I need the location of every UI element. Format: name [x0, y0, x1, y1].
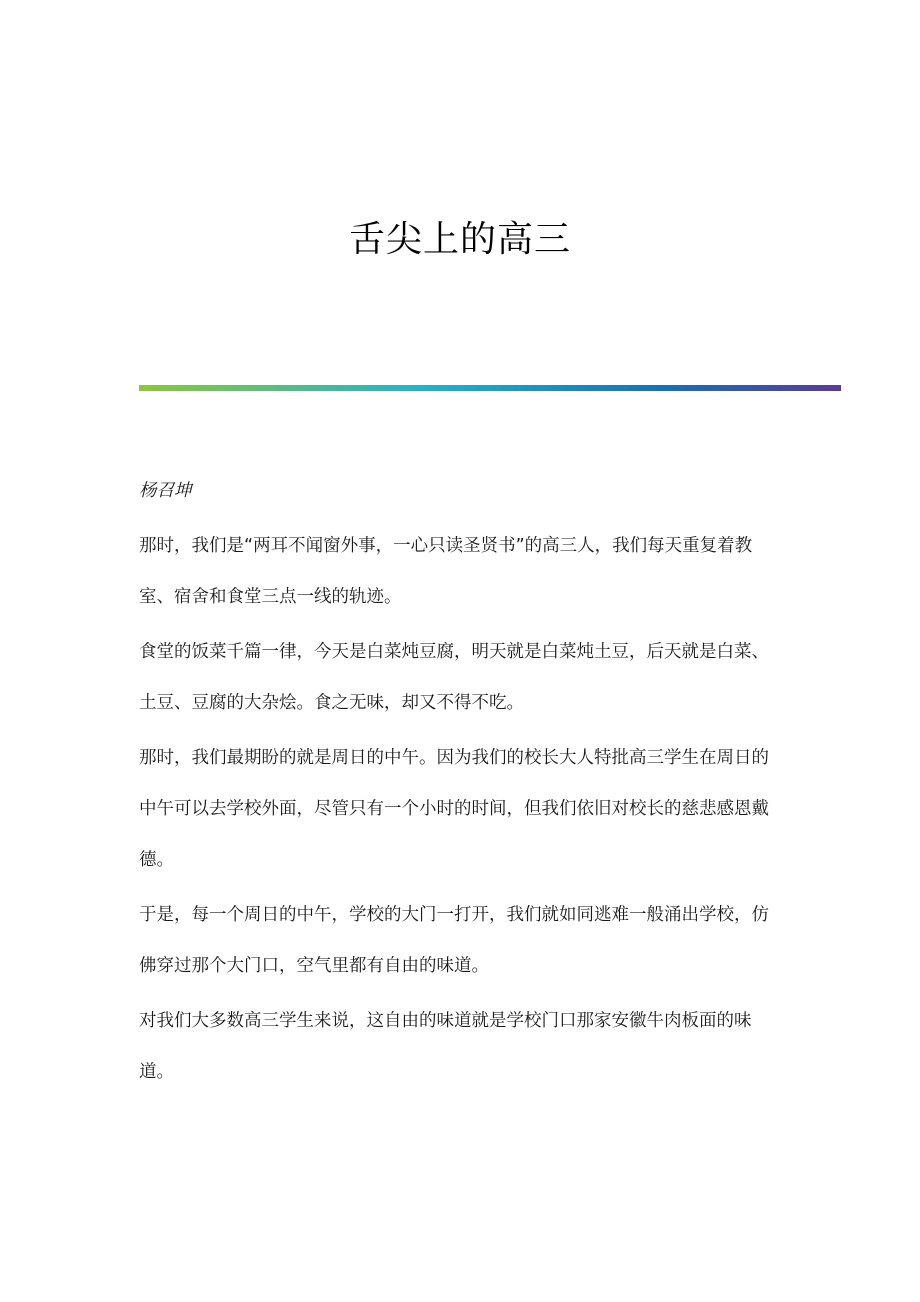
author-name: 杨召坤: [139, 481, 192, 501]
paragraph-4: 于是，每一个周日的中午，学校的大门一打开，我们就如同逃难一般涌出学校，仿佛穿过那个大门口，空气里都有自由的味道。: [139, 905, 769, 976]
document-body: [139, 466, 779, 1102]
paragraph-5: 对我们大多数高三学生来说，这自由的味道就是学校门口那家安徽牛肉板面的味道。: [139, 1011, 752, 1082]
gradient-divider: [139, 385, 841, 391]
paragraph-1: 那时，我们是“两耳不闻窗外事，一心只读圣贤书”的高三人，我们每天重复着教室、宿舍和食堂三点一线的轨迹。: [139, 536, 753, 607]
document-title: 舌尖上的高三: [348, 219, 571, 260]
paragraph-2: 食堂的饭菜千篇一律，今天是白菜炖豆腐，明天就是白菜炖土豆，后天就是白菜、土豆、豆腐的大杂烩。食之无味，却又不得不吃。: [139, 642, 769, 713]
paragraph-3: 那时，我们最期盼的就是周日的中午。因为我们的校长大人特批高三学生在周日的中午可以去学校外面，尽管只有一个小时的时间，但我们依旧对校长的慈悲感恩戴德。: [139, 748, 769, 870]
